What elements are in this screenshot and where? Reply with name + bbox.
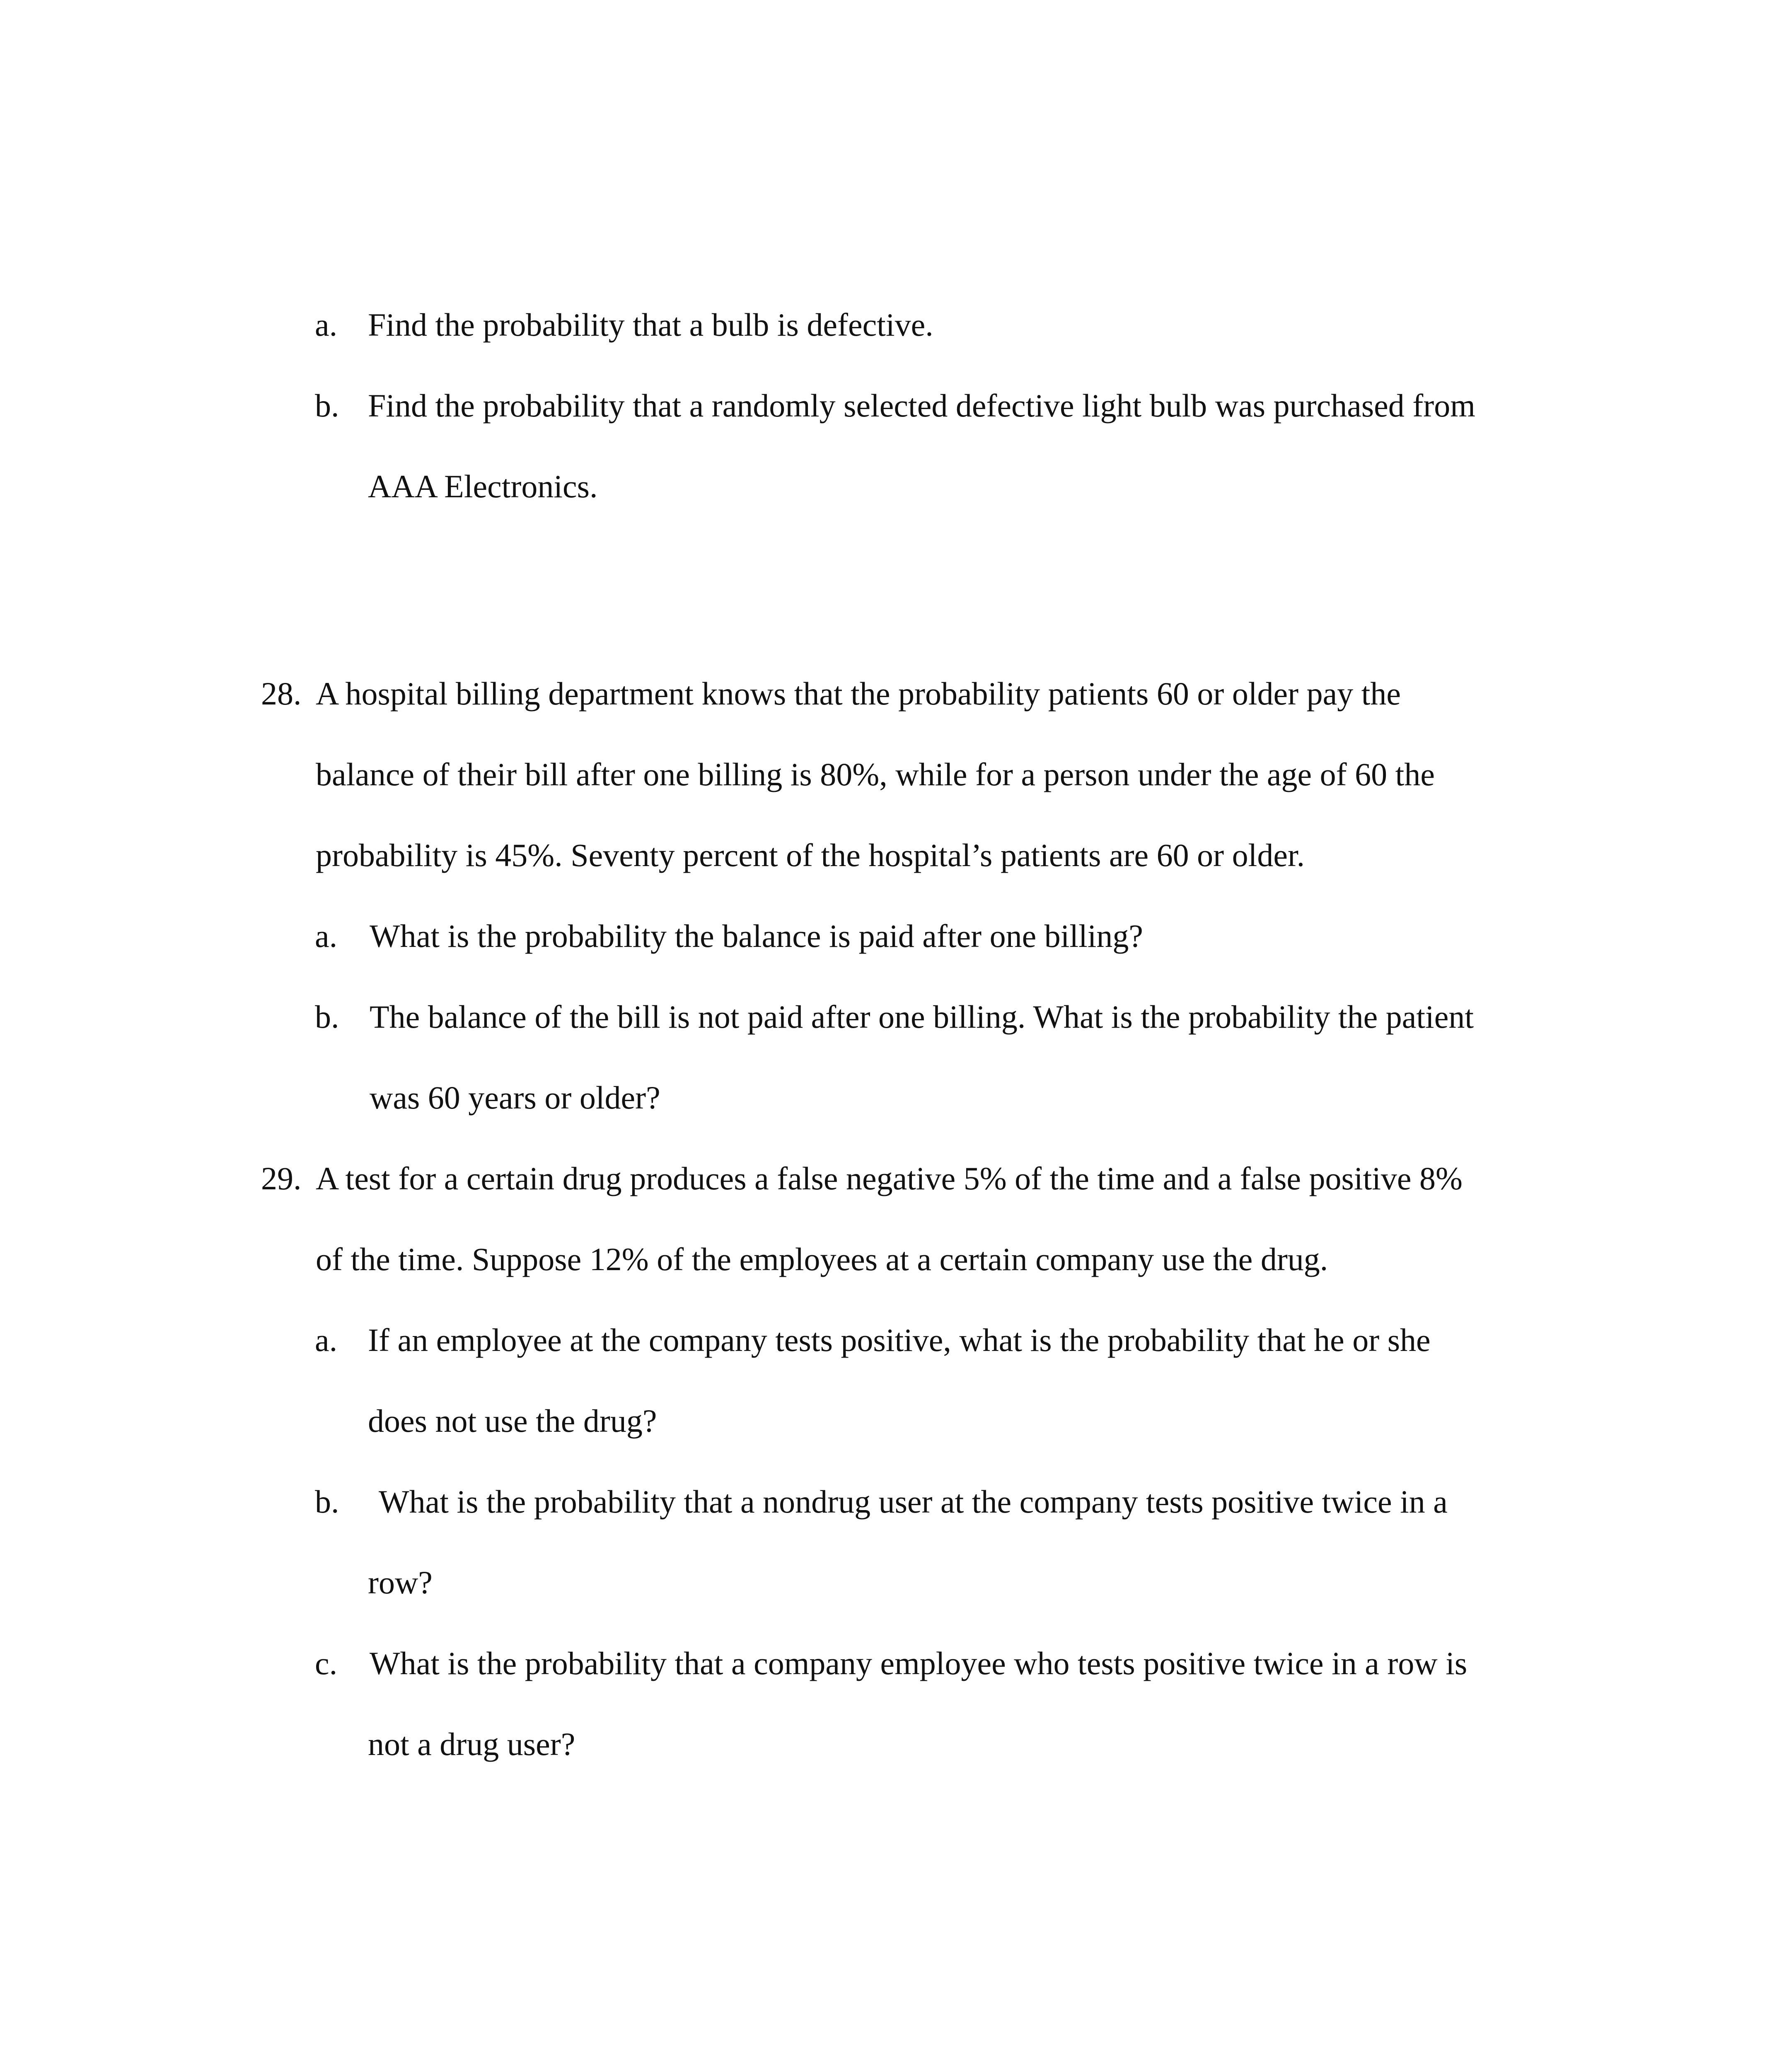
q29-number: 29. xyxy=(261,1160,302,1196)
q29-line-2: of the time. Suppose 12% of the employees at a certain company use the drug. xyxy=(316,1241,1328,1277)
q28-b-line-1: The balance of the bill is not paid after one billing. What is the probability the patient xyxy=(370,999,1474,1035)
q29-line-1: A test for a certain drug produces a false negative 5% of the time and a false positive 8% xyxy=(316,1160,1463,1196)
q29-b-line-2: row? xyxy=(368,1564,433,1600)
q28-a-line-1: What is the probability the balance is paid after one billing? xyxy=(370,918,1144,954)
q28-b-line-2: was 60 years or older? xyxy=(370,1080,660,1116)
carryover-b-line-1: Find the probability that a randomly selected defective light bulb was purchased from xyxy=(368,387,1475,424)
q29-b-line-1: What is the probability that a nondrug user at the company tests positive twice in a xyxy=(379,1484,1448,1520)
q29-c-label: c. xyxy=(315,1645,338,1681)
carryover-b-line-2: AAA Electronics. xyxy=(368,468,598,504)
carryover-a-line-1: Find the probability that a bulb is defective. xyxy=(368,307,933,343)
q28-number: 28. xyxy=(261,675,302,712)
q28-line-2: balance of their bill after one billing is 80%, while for a person under the age of 60 the xyxy=(316,756,1435,792)
q28-a-label: a. xyxy=(315,918,338,954)
carryover-a-label: a. xyxy=(315,307,338,343)
q29-a-label: a. xyxy=(315,1322,338,1358)
q29-b-label: b. xyxy=(315,1484,339,1520)
carryover-b-label: b. xyxy=(315,387,339,424)
q28-line-3: probability is 45%. Seventy percent of the hospital’s patients are 60 or older. xyxy=(316,837,1305,873)
q28-line-1: A hospital billing department knows that the probability patients 60 or older pay the xyxy=(316,675,1401,712)
q29-c-line-1: What is the probability that a company employee who tests positive twice in a row is xyxy=(370,1645,1467,1681)
q28-b-label: b. xyxy=(315,999,339,1035)
q29-a-line-2: does not use the drug? xyxy=(368,1403,657,1439)
q29-a-line-1: If an employee at the company tests positive, what is the probability that he or she xyxy=(368,1322,1431,1358)
q29-c-line-2: not a drug user? xyxy=(368,1726,575,1762)
